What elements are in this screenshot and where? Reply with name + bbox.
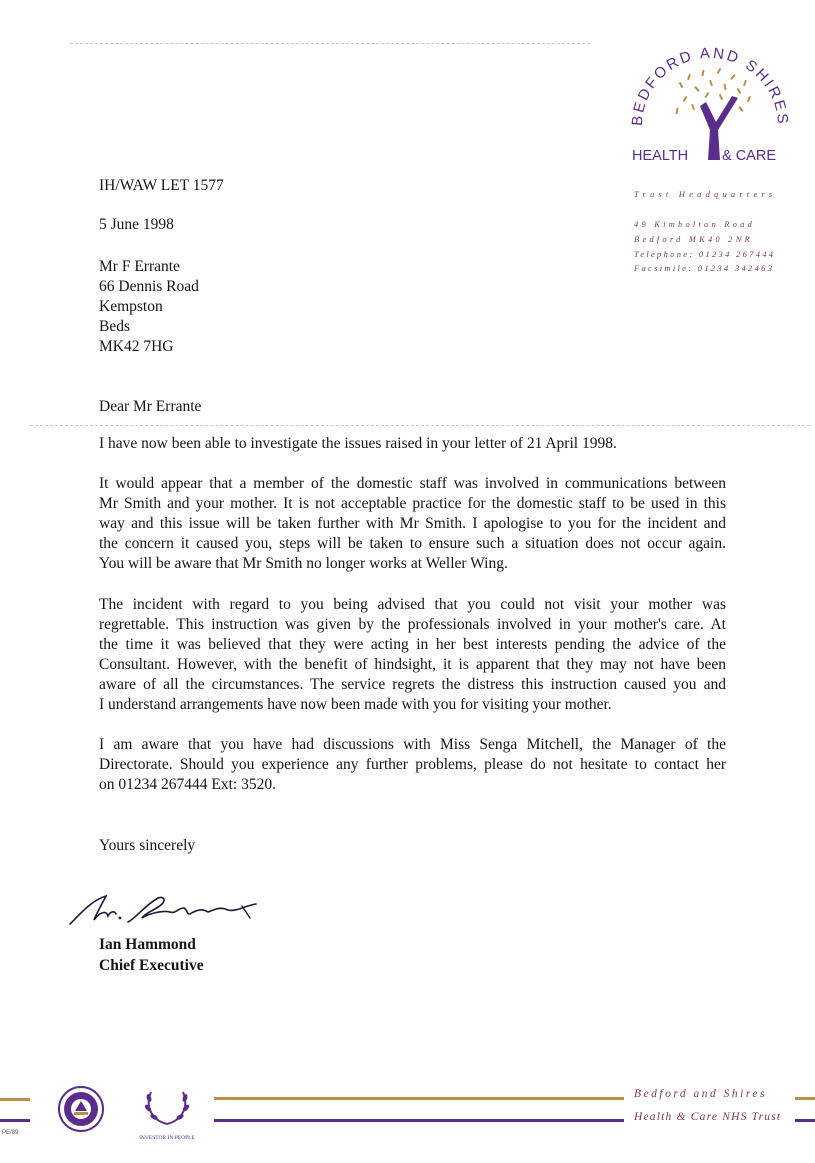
paragraph-line: way and this issue will be taken further with Mr Smith. I apologise to you for the incident and xyxy=(99,515,726,532)
salutation: Dear Mr Errante xyxy=(99,398,202,415)
paragraph-line: the time it was believed that they were acting in her best interests pending the advice of the xyxy=(99,636,726,653)
paragraph-line: I am aware that you have had discussions with Miss Senga Mitchell, the Manager of the xyxy=(99,736,726,753)
paragraph-line: It would appear that a member of the domestic staff was involved in communications between xyxy=(99,475,726,492)
hq-facsimile: Facsimile: 01234 342463 xyxy=(634,263,775,273)
crest-seal-icon xyxy=(57,1085,105,1133)
paragraph-line: regrettable. This instruction was given by the professionals involved in your mother's care. At xyxy=(99,616,726,633)
footer-bar-gold-end xyxy=(795,1097,815,1100)
hq-address-line: 49 Kimbolton Road xyxy=(634,219,755,229)
paragraph-line: Mr Smith and your mother. It is not acceptable practice for the domestic staff to be used in this xyxy=(99,495,726,512)
footer-trust-name-line2: Health & Care NHS Trust xyxy=(634,1111,782,1123)
footer-left-bar-purple xyxy=(0,1119,30,1122)
footer-bar-gold xyxy=(214,1097,624,1100)
recipient-county: Beds xyxy=(99,318,130,335)
footer-bar-purple xyxy=(214,1119,624,1122)
footer-bar-purple-end xyxy=(795,1119,815,1122)
footer-trust-name-line1: Bedford and Shires xyxy=(634,1088,767,1100)
paragraph-line: the concern it caused you, steps will be taken to ensure such a situation does not occur again. xyxy=(99,535,726,552)
signature-icon xyxy=(66,888,266,930)
footer-left-bar-gold xyxy=(0,1098,30,1101)
letter-reference: IH/WAW LET 1577 xyxy=(99,177,224,194)
hq-title: Trust Headquarters xyxy=(634,189,777,199)
recipient-street: 66 Dennis Road xyxy=(99,278,199,295)
recipient-postcode: MK42 7HG xyxy=(99,338,174,355)
body-paragraph-3 xyxy=(99,595,726,715)
letter-date: 5 June 1998 xyxy=(99,216,174,233)
logo-health-label: HEALTH xyxy=(632,148,689,164)
body-paragraph-1 xyxy=(99,434,726,454)
closing: Yours sincerely xyxy=(99,837,196,854)
paragraph-line: on 01234 267444 Ext: 3520. xyxy=(99,776,276,793)
signature xyxy=(66,888,266,930)
logo-arc-text: BEDFORD AND SHIRES xyxy=(628,44,792,127)
recipient-name: Mr F Errante xyxy=(99,258,180,275)
paragraph-line: The incident with regard to you being advised that you could not visit your mother was xyxy=(99,596,726,613)
paragraph-line: You will be aware that Mr Smith no longer works at Weller Wing. xyxy=(99,555,508,572)
hq-town-line: Bedford MK40 2NR xyxy=(634,234,753,244)
tree-logo-icon xyxy=(620,22,800,172)
crest-seal xyxy=(57,1085,105,1133)
scan-artifact-line xyxy=(30,425,810,426)
trust-logo xyxy=(620,22,800,172)
scan-artifact-line xyxy=(70,43,590,44)
body-paragraph-4 xyxy=(99,735,726,795)
paragraph-line: Consultant. However, with the benefit of hindsight, it is apparent that they may not have been xyxy=(99,656,726,673)
investor-in-people-logo xyxy=(135,1084,199,1140)
footer-small-mark: PE/89 xyxy=(2,1130,19,1136)
paragraph-line: aware of all the circumstances. The service regrets the distress this instruction caused you and xyxy=(99,676,726,693)
logo-care-label: & CARE xyxy=(722,148,776,164)
hq-telephone: Telephone: 01234 267444 xyxy=(634,249,776,259)
paragraph-line: Directorate. Should you experience any further problems, please do not hesitate to contact her xyxy=(99,756,726,773)
signatory-title: Chief Executive xyxy=(99,957,204,974)
body-paragraph-2 xyxy=(99,474,726,574)
signatory-name: Ian Hammond xyxy=(99,936,196,953)
recipient-address xyxy=(99,257,199,357)
laurel-wreath-icon xyxy=(135,1084,199,1128)
recipient-town: Kempston xyxy=(99,298,163,315)
paragraph-line: I understand arrangements have now been made with you for visiting your mother. xyxy=(99,696,612,713)
investor-in-people-label: INVESTOR IN PEOPLE xyxy=(139,1135,195,1141)
paragraph-line: I have now been able to investigate the issues raised in your letter of 21 April 1998. xyxy=(99,435,617,452)
